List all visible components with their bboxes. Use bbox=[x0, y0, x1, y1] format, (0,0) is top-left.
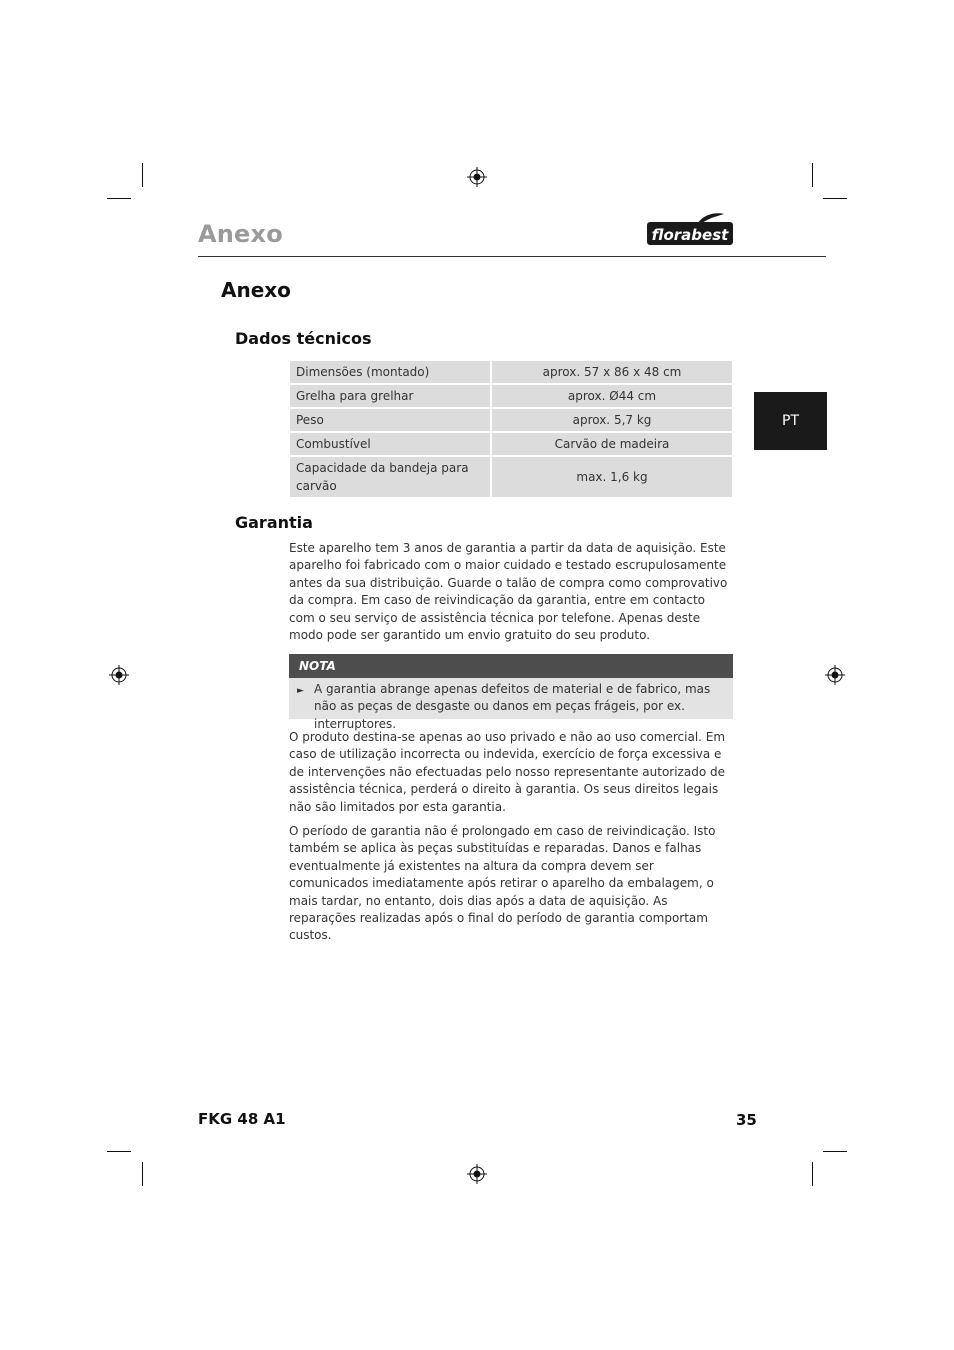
spec-value: aprox. 5,7 kg bbox=[492, 409, 732, 431]
table-row bbox=[290, 433, 732, 455]
header-divider bbox=[198, 256, 826, 257]
warranty-paragraph: O período de garantia não é prolongado em caso de reivindicação. Isto também se aplica às peças substituídas e reparadas. Danos e falhas eventualmente já existentes na altura da compra devem ser comunicados imediatamente após retirar o aparelho da embalagem, o mais tardar, no entanto, dois dias após a data de aquisição. As reparações realizadas após o final do período de garantia comportam custos. bbox=[289, 824, 716, 943]
table-row bbox=[290, 457, 732, 497]
language-tab: PT bbox=[754, 392, 827, 450]
spec-label: Peso bbox=[290, 409, 492, 431]
spec-value: max. 1,6 kg bbox=[492, 457, 732, 497]
crop-mark bbox=[812, 163, 813, 187]
table-row bbox=[290, 385, 732, 407]
crop-mark bbox=[823, 198, 847, 199]
table-row bbox=[290, 361, 732, 383]
spec-label: Dimensões (montado) bbox=[290, 361, 492, 383]
crop-mark bbox=[823, 1151, 847, 1152]
page-number: 35 bbox=[736, 1111, 757, 1129]
registration-mark-icon bbox=[109, 665, 129, 685]
section-heading-tech-data: Dados técnicos bbox=[235, 329, 372, 348]
spec-label: Grelha para grelhar bbox=[290, 385, 492, 407]
note-box bbox=[289, 678, 733, 731]
crop-mark bbox=[107, 1151, 131, 1152]
note-text: A garantia abrange apenas defeitos de material e de fabrico, mas não as peças de desgaste ou danos em peças frágeis, por ex. interruptores. bbox=[314, 682, 711, 731]
registration-mark-icon bbox=[825, 665, 845, 685]
spec-label: Capacidade da bandeja para carvão bbox=[290, 457, 492, 497]
section-heading-warranty: Garantia bbox=[235, 513, 313, 532]
registration-mark-icon bbox=[467, 1164, 487, 1184]
page-title: Anexo bbox=[221, 278, 291, 302]
table-row bbox=[290, 409, 732, 431]
crop-mark bbox=[812, 1162, 813, 1186]
spec-label: Combustível bbox=[290, 433, 492, 455]
crop-mark bbox=[142, 163, 143, 187]
footer-model: FKG 48 A1 bbox=[198, 1110, 286, 1128]
spec-value: aprox. Ø44 cm bbox=[492, 385, 732, 407]
header-title: Anexo bbox=[198, 220, 283, 248]
spec-table bbox=[290, 359, 732, 499]
florabest-logo bbox=[646, 212, 734, 246]
crop-mark bbox=[142, 1162, 143, 1186]
note-title: NOTA bbox=[289, 654, 733, 678]
arrow-right-icon: ► bbox=[297, 686, 304, 696]
crop-mark bbox=[107, 198, 131, 199]
spec-value: aprox. 57 x 86 x 48 cm bbox=[492, 361, 732, 383]
warranty-paragraph: O produto destina-se apenas ao uso privado e não ao uso comercial. Em caso de utilização incorrecta ou indevida, exercício de força excessiva e de intervenções não efectuadas pelo nosso representante autorizado de assistência técnica, perderá o direito à garantia. Os seus direitos legais não são limitados por esta garantia. bbox=[289, 730, 726, 814]
brand-name: florabest bbox=[651, 226, 729, 244]
spec-value: Carvão de madeira bbox=[492, 433, 732, 455]
registration-mark-icon bbox=[467, 167, 487, 187]
warranty-paragraph: Este aparelho tem 3 anos de garantia a partir da data de aquisição. Este aparelho foi fabricado com o maior cuidado e testado escrupulosamente antes da sua distribuição. Guarde o talão de compra como comprovativo da compra. Em caso de reivindicação da garantia, entre em contacto com o seu serviço de assistência técnica por telefone. Apenas deste modo pode ser garantido um envio gratuito do seu produto. bbox=[289, 541, 728, 643]
